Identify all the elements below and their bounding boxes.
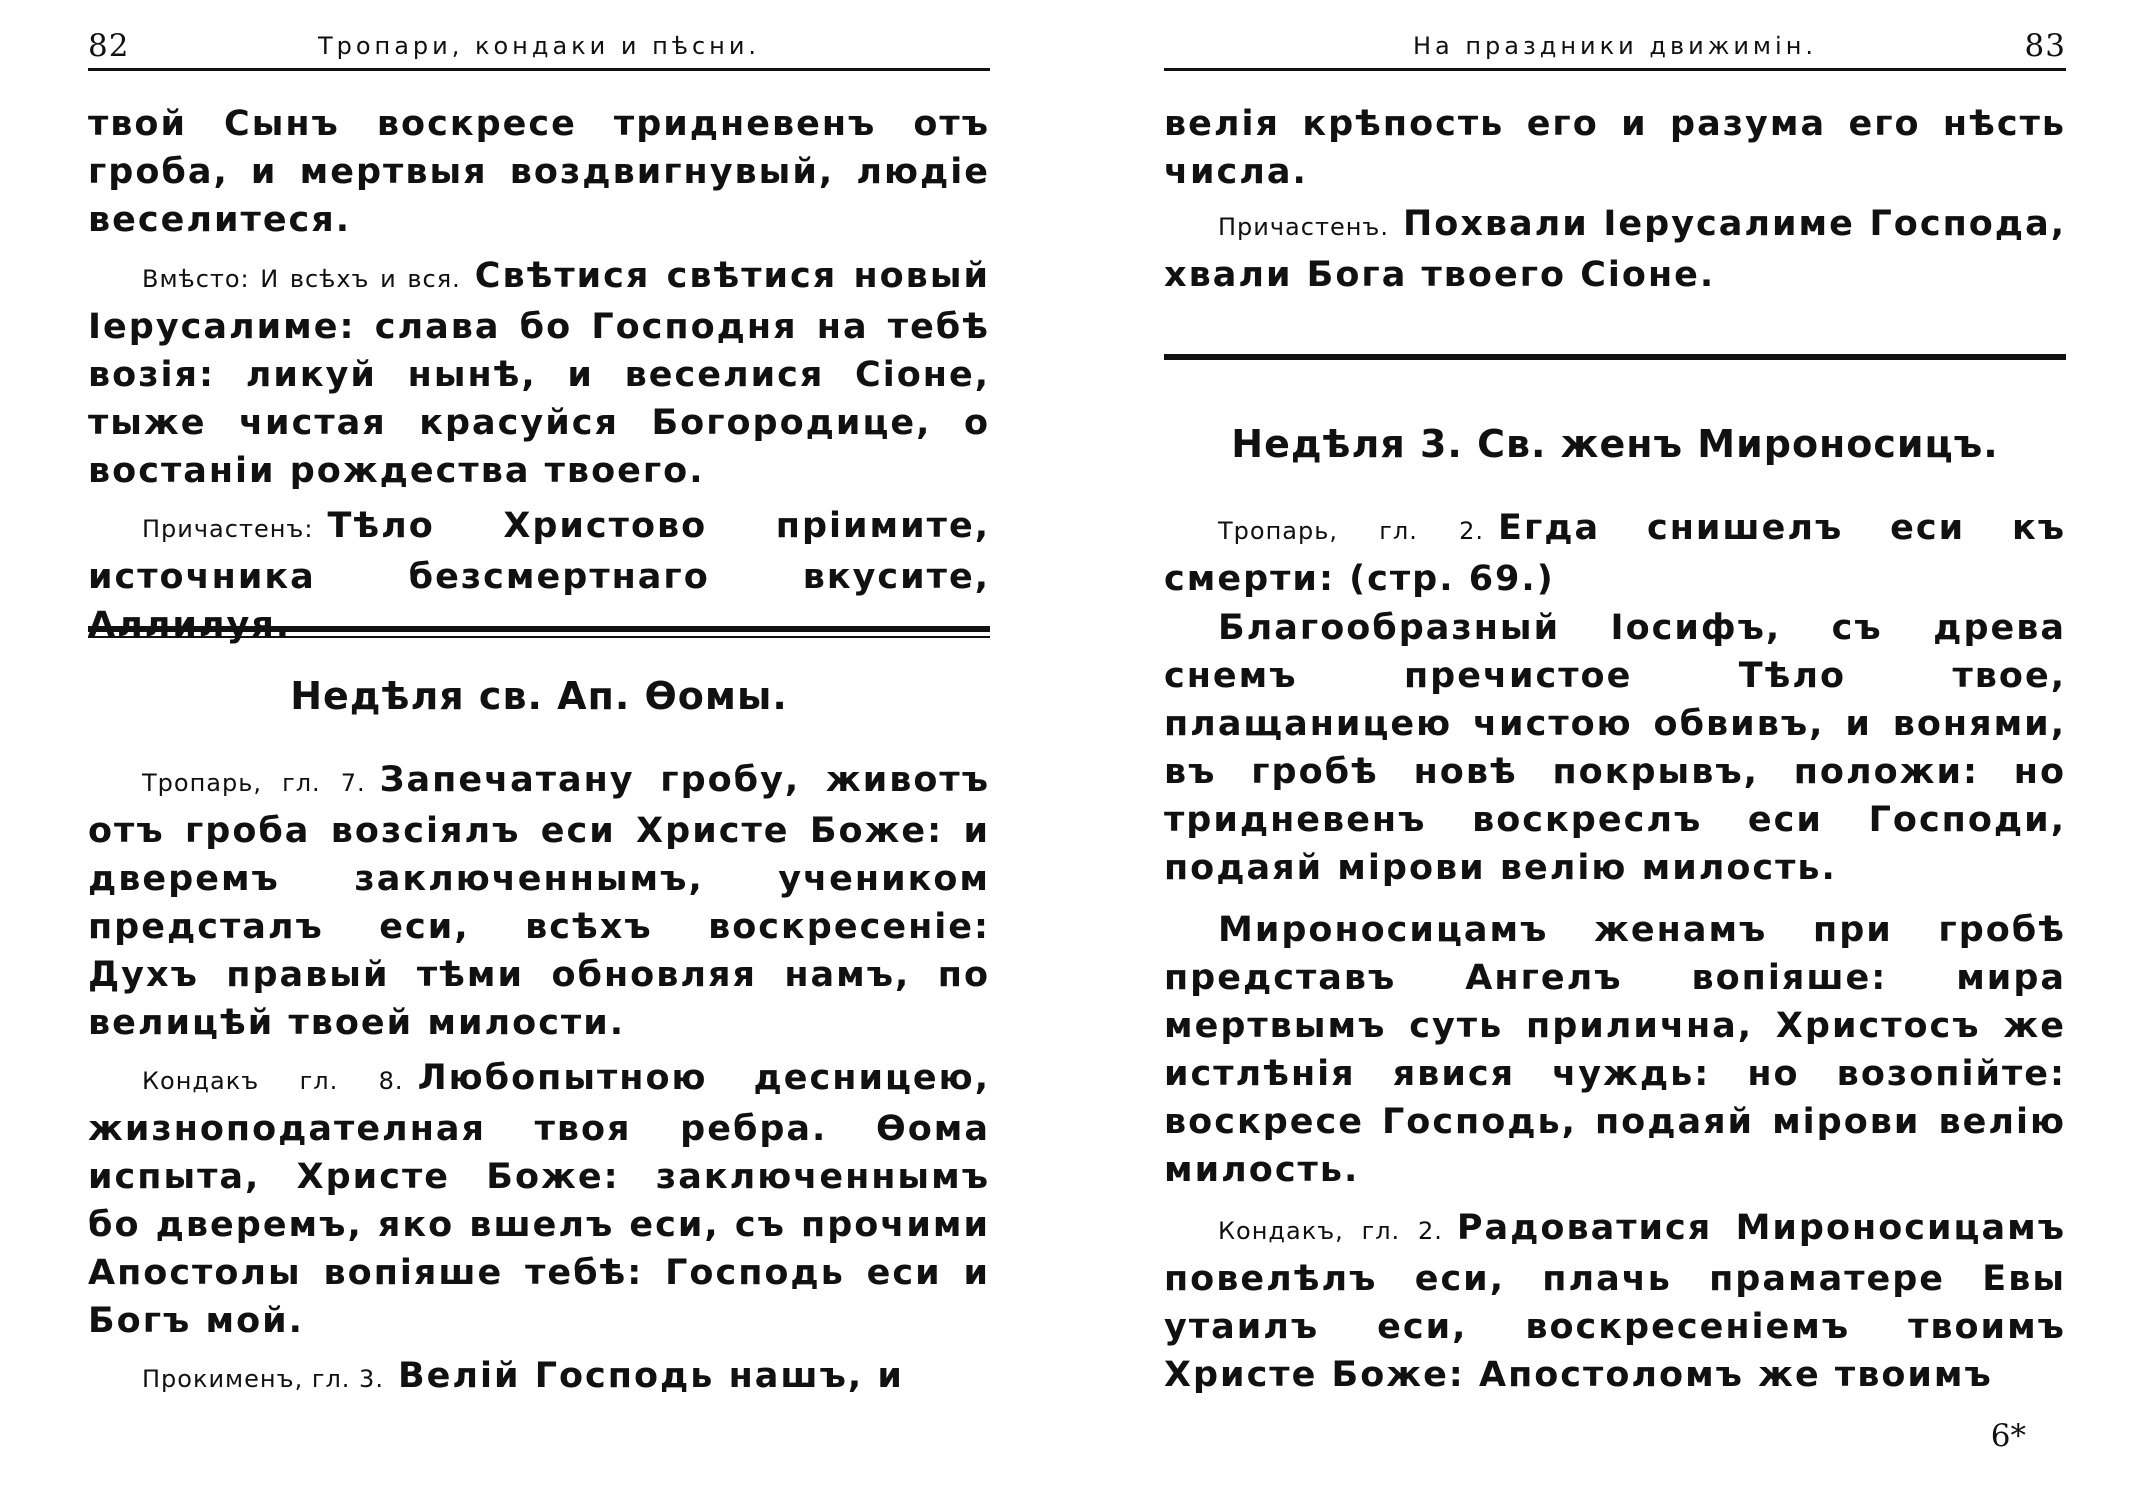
- section-heading-left: Недѣля св. Ап. Ѳомы.: [290, 674, 788, 718]
- running-head-right: [1164, 26, 2066, 71]
- divider-rule-right: [1164, 354, 2066, 360]
- section-heading-right: Недѣля 3. Св. женъ Мироносицъ.: [1231, 422, 1999, 466]
- running-head-title-right: На праздники движимін.: [1412, 32, 1818, 60]
- prokimen-block: [88, 1352, 990, 1403]
- prokimen-text: Велій Господь нашъ, и: [397, 1356, 904, 1396]
- page-number-left: 82: [88, 28, 130, 64]
- running-head-title-left: Тропари, кондаки и пѣсни.: [317, 32, 761, 60]
- signature-mark: 6*: [1990, 1418, 2026, 1454]
- vmesto-block: [88, 252, 990, 495]
- page-number-right: 83: [2024, 28, 2066, 64]
- tropar-label-left: Тропарь, гл. 7.: [142, 769, 366, 797]
- right-page: [1164, 0, 2066, 1500]
- vmesto-label: Вмѣсто: И всѣхъ и вся.: [142, 265, 461, 293]
- prichasten-block-right: [1164, 200, 2066, 299]
- kondak-block-right: [1164, 1204, 2066, 1399]
- tropar-text-left: Запечатану гробу, животъ отъ гроба возсіялъ еси Христе Боже: и дверемъ заключеннымъ, учеником предсталъ еси, всѣхъ воскресеніе: Духъ правый тѣми обновляя намъ, по велицѣй твоей милости.: [88, 760, 991, 1043]
- kondak-label-right: Кондакъ, гл. 2.: [1218, 1217, 1443, 1245]
- kondak-text-left: Любопытною десницею, жизноподателная твоя ребра. Ѳома испыта, Христе Боже: заключеннымъ бо дверемъ, яко вшелъ еси, съ прочими Апостолы вопіяше тебѣ: Господь еси и Богъ мой.: [88, 1058, 990, 1341]
- divider-rule-thin-left: [88, 636, 990, 638]
- tropar-label-right: Тропарь, гл. 2.: [1218, 517, 1485, 545]
- left-page: [88, 0, 990, 1500]
- prokimen-label: Прокименъ, гл. 3.: [142, 1365, 384, 1393]
- kondak-label-left: Кондакъ гл. 8.: [142, 1067, 404, 1095]
- prichasten-text-right: Похвали Іерусалиме Господа, хвали Бога твоего Сіоне.: [1164, 204, 2066, 295]
- top-paragraph-left: твой Сынъ воскресе тридневенъ отъ гроба, и мертвыя воздвигнувый, людіе веселитеся.: [88, 104, 990, 240]
- kondak-block-left: [88, 1054, 990, 1345]
- top-paragraph-right: велія крѣпость его и разума его нѣсть числа.: [1164, 104, 2066, 192]
- tropar-block-right: [1164, 504, 2066, 603]
- paragraph-iosif: Благообразный Іосифъ, съ древа снемъ пречистое Тѣло твое, плащаницею чистою обвивъ, и вонями, въ гробѣ новѣ покрывъ, положи: но тридневенъ воскреслъ еси Господи, подаяй мірови велію милость.: [1164, 608, 2066, 888]
- kondak-text-right: Радоватися Мироносицамъ повелѣлъ еси, плачь праматере Евы утаилъ еси, воскресеніемъ твоимъ Христе Боже: Апостоломъ же твоимъ: [1164, 1208, 2067, 1395]
- prichasten-text-left: Тѣло Христово пріимите, источника безсмертнаго вкусите, Аллилуя.: [88, 506, 990, 645]
- running-head-left: [88, 26, 990, 71]
- paragraph-mironositsy: Мироносицамъ женамъ при гробѣ представъ Ангелъ вопіяше: мира мертвымъ суть прилична, Христосъ же истлѣнія явися чуждь: но возопійте: воскресе Господь, подаяй мірови велію милость.: [1164, 910, 2066, 1190]
- prichasten-label-right: Причастенъ.: [1218, 213, 1389, 241]
- vmesto-text: Свѣтися свѣтися новый Іерусалиме: слава бо Господня на тебѣ возія: ликуй нынѣ, и веселися Сіоне, тыже чистая красуйся Богородице, о востаніи рождества твоего.: [88, 256, 990, 491]
- prichasten-label-left: Причастенъ:: [142, 515, 314, 543]
- tropar-text-right: Егда снишелъ еси къ смерти: (стр. 69.): [1164, 508, 2066, 599]
- tropar-block-left: [88, 756, 990, 1047]
- divider-rule-left: [88, 626, 990, 632]
